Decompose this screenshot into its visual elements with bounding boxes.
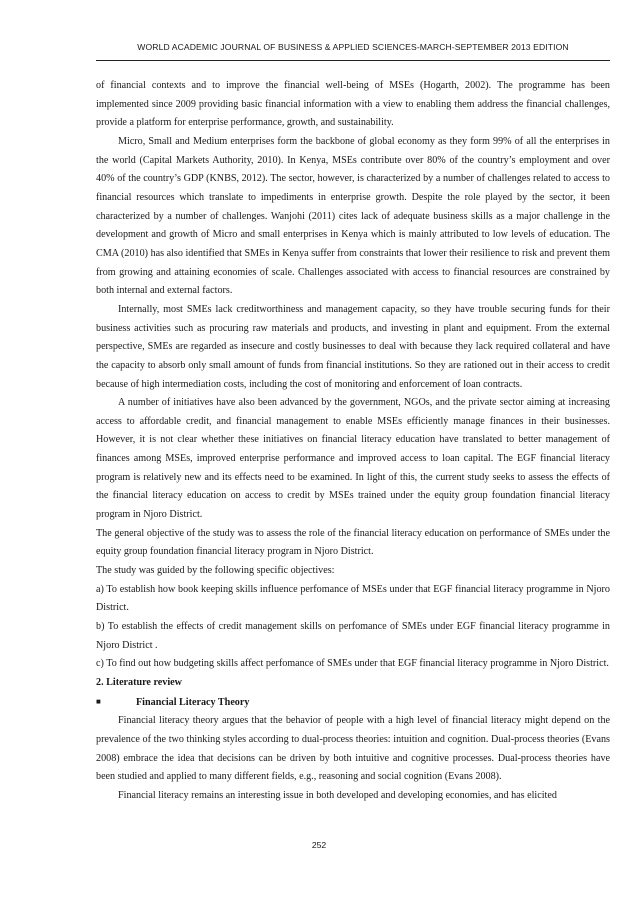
header-rule [96, 60, 610, 61]
section-heading-literature-review: 2. Literature review [96, 677, 182, 688]
page-number: 252 [311, 840, 327, 850]
subsection-heading [96, 693, 610, 713]
running-header: WORLD ACADEMIC JOURNAL OF BUSINESS & APPLIED SCIENCES-MARCH-SEPTEMBER 2013 EDITION [137, 42, 569, 52]
paragraph-msme-backbone: Micro, Small and Medium enterprises form the backbone of global economy as they form 99% of all the enterprises in the world (Capital Markets Authority, 2010). In Kenya, MSEs contribute over 80% of the country’s employment and over 40% of the country’s GDP (KNBS, 2012). The sector, however, is characterized by a number of challenges related to access to financial resources which translate to impediments in enterprise growth. Despite the role played by the sector, it been characterized by a number of challenges. Wanjohi (2011) cites lack of adequate business skills as a major challenge in the development and growth of Micro and small enterprises in Kenya which is mainly attributed to low levels of education. The CMA (2010) has also identified that SMEs in Kenya suffer from constraints that lower their resilience to risk and prevent them from growing and attaining economies of scale. Challenges associated with access to financial resources are constrained by both internal and external factors. [96, 135, 610, 297]
paragraph-internal-constraints: Internally, most SMEs lack creditworthiness and management capacity, so they have trouble securing funds for their business activities such as procuring raw materials and products, and investing in plant and equipment. From the external perspective, SMEs are regarded as insecure and costly businesses to deal with because they lack required collateral and have the capacity to absorb only small amount of funds from financial institutions. So they are rationed out in their access to credit because of high intermediation costs, including the cost of monitoring and enforcement of loan contracts. [96, 303, 610, 390]
subsection-heading-text: Financial Literacy Theory [136, 696, 250, 708]
paragraph-specific-objectives-intro: The study was guided by the following specific objectives: [96, 565, 335, 577]
objective-b: b) To establish the effects of credit management skills on perfomance of SMEs under EGF financial literacy programme in Njoro District . [96, 621, 610, 651]
paragraph-continuation: of financial contexts and to improve the financial well-being of MSEs (Hogarth, 2002). The programme has been implemented since 2009 providing basic financial information with a view to enabling them address the financial challenges, provide a platform for enterprise performance, growth, and sustainability. [96, 80, 610, 129]
paragraph-financial-literacy-issue: Financial literacy remains an interesting issue in both developed and developing economies, and has elicited [118, 789, 557, 801]
paragraph-general-objective: The general objective of the study was to assess the role of the financial literacy education on performance of SMEs under the equity group foundation financial literacy program in Njoro District. [96, 527, 610, 558]
objective-a: a) To establish how book keeping skills influence perfomance of MSEs under that EGF financial literacy programme in Njoro District. [96, 583, 610, 614]
paragraph-initiatives: A number of initiatives have also been advanced by the government, NGOs, and the private sector aiming at increasing access to affordable credit, and financial management to enable MSEs efficiently manage finances in their businesses. However, it is not clear whether these initiatives on financial literacy education have translated to better management of finances among MSEs, improved enterprise performance and improved access to loan capital. The EGF financial literacy program is relatively new and its effects need to be examined. In light of this, the current study seeks to assess the effects of the financial literacy education on access to credit by MSEs trained under the equity group foundation financial literacy program in Njoro District. [96, 397, 610, 521]
article-body [96, 77, 610, 806]
paragraph-dual-process: Financial literacy theory argues that the behavior of people with a high level of financial literacy might depend on the prevalence of the two thinking styles according to dual-process theories: intuition and cognition. Dual-process theories (Evans 2008) embrace the idea that decisions can be driven by both intuitive and cognitive processes. Dual-process theories have been studied and applied to many different fields, e.g., reasoning and social cognition (Evans 2008). [96, 715, 610, 783]
objective-c: c) To find out how budgeting skills affect perfomance of SMEs under that EGF financial literacy programme in Njoro District. [96, 658, 609, 670]
square-bullet-icon: ■ [96, 696, 101, 706]
